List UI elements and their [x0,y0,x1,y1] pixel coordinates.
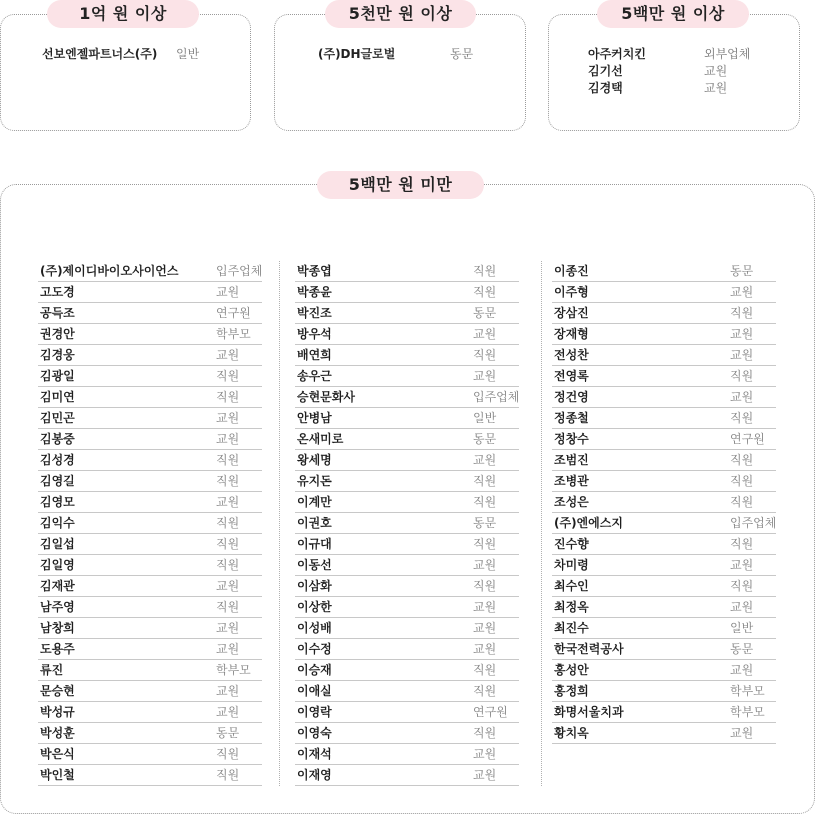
donor-type: 직원 [473,726,497,740]
donor-name: 박종윤 [297,285,332,299]
donor-row [38,408,262,429]
donor-type: 직원 [730,537,754,551]
donor-name: 김익수 [40,516,75,530]
donor-row [38,744,262,765]
donor-name: 김성경 [40,453,75,467]
donor-row [318,46,498,63]
donor-type: 직원 [473,264,497,278]
donor-name: (주)엔에스지 [554,516,623,530]
donor-name: 이계만 [297,495,332,509]
donor-name: 조병관 [554,474,589,488]
donor-name: 박은식 [40,747,75,761]
donor-name: 김경택 [588,81,623,95]
donor-name: 권경안 [40,327,75,341]
donor-row [38,660,262,681]
donor-row [295,408,519,429]
donor-row [295,345,519,366]
donor-row [38,765,262,786]
donor-type: 동문 [473,306,497,320]
donor-type: 교원 [704,81,728,95]
donor-row [295,639,519,660]
donor-type: 교원 [473,642,497,656]
donor-row [295,597,519,618]
donor-name: 박종엽 [297,264,332,278]
donor-name: 황치옥 [554,726,589,740]
donor-type: 동문 [473,432,497,446]
donor-name: 남주영 [40,600,75,614]
donor-type: 직원 [216,453,240,467]
donor-name: 이삼화 [297,579,332,593]
donor-column-1 [38,261,262,786]
donor-type: 동문 [730,642,754,656]
donor-type: 교원 [216,684,240,698]
donor-type: 직원 [730,474,754,488]
donor-name: 이재석 [297,747,332,761]
donor-name: 이동선 [297,558,332,572]
donor-row [552,492,776,513]
donor-type: 교원 [730,600,754,614]
donor-type: 교원 [730,663,754,677]
donor-row [552,513,776,534]
donor-type: 직원 [216,474,240,488]
donor-type: 교원 [730,327,754,341]
donor-row [588,46,768,63]
donor-name: 홍성안 [554,663,589,677]
donor-row [295,429,519,450]
donor-column-3 [552,261,776,744]
donor-name: 정종철 [554,411,589,425]
donor-type: 동문 [473,516,497,530]
donor-row [295,555,519,576]
column-divider-1 [279,261,280,786]
donor-row [552,723,776,744]
donor-name: (주)제이디바이오사이언스 [40,264,179,278]
donor-name: 진수향 [554,537,589,551]
donor-type: 교원 [216,411,240,425]
donor-name: 전영록 [554,369,589,383]
donor-type: 교원 [216,579,240,593]
donor-row [552,282,776,303]
donor-row [295,303,519,324]
donor-row [552,681,776,702]
donor-name: 이권호 [297,516,332,530]
donor-name: 조범진 [554,453,589,467]
donor-type: 교원 [216,348,240,362]
donor-row [552,303,776,324]
donor-row [38,555,262,576]
donor-type: 직원 [730,306,754,320]
donor-row [552,534,776,555]
donor-type: 학부모 [730,684,765,698]
donor-row [552,597,776,618]
donor-type: 직원 [730,369,754,383]
donor-name: 조성은 [554,495,589,509]
donor-row [295,744,519,765]
donor-name: 송우근 [297,369,332,383]
donor-row [552,660,776,681]
donor-row [552,261,776,282]
donor-type: 입주업체 [473,390,520,404]
donor-row [295,534,519,555]
donor-row [38,387,262,408]
donor-row [552,639,776,660]
donor-row [38,261,262,282]
donor-name: 이재영 [297,768,332,782]
donor-row [588,63,768,80]
donor-row [38,450,262,471]
tier-1-title: 1억 원 이상 [47,0,199,28]
donor-type: 직원 [473,474,497,488]
donor-name: 김재관 [40,579,75,593]
donor-name: 최정옥 [554,600,589,614]
donor-type: 직원 [730,495,754,509]
donor-type: 직원 [216,369,240,383]
donor-row [295,450,519,471]
donor-type: 직원 [473,663,497,677]
donor-row [552,408,776,429]
donor-type: 학부모 [216,327,251,341]
donor-name: 이성배 [297,621,332,635]
donor-type: 직원 [730,411,754,425]
donor-type: 직원 [216,768,240,782]
donor-name: 남창희 [40,621,75,635]
donor-row [552,618,776,639]
donor-row [295,723,519,744]
donor-row [295,366,519,387]
donor-name: 최진수 [554,621,589,635]
donor-type: 동문 [216,726,240,740]
donor-row [295,324,519,345]
donor-type: 동문 [450,47,474,61]
donor-row [38,282,262,303]
donor-row [295,282,519,303]
tier-1-box [0,14,251,131]
tier-1-list [42,46,222,63]
donor-type: 교원 [473,600,497,614]
donor-type: 일반 [473,411,497,425]
donor-row [38,597,262,618]
donor-name: 이상한 [297,600,332,614]
donor-type: 직원 [216,600,240,614]
under-title: 5백만 원 미만 [317,171,484,199]
donor-type: 학부모 [730,705,765,719]
tier-3-title: 5백만 원 이상 [597,0,749,28]
donor-name: 장삼진 [554,306,589,320]
donor-name: 김영모 [40,495,75,509]
donor-type: 직원 [730,453,754,467]
donor-row [552,324,776,345]
donor-type: 교원 [730,348,754,362]
donor-type: 교원 [216,432,240,446]
donor-name: (주)DH글로벌 [318,47,396,61]
tier-2-list [318,46,498,63]
donor-name: 유지돈 [297,474,332,488]
donor-name: 이영숙 [297,726,332,740]
donor-row [295,492,519,513]
donor-type: 직원 [216,558,240,572]
donor-type: 직원 [730,579,754,593]
donor-type: 직원 [216,537,240,551]
donor-name: 류진 [40,663,64,677]
donor-type: 직원 [473,684,497,698]
donor-type: 교원 [473,558,497,572]
donor-name: 승현문화사 [297,390,355,404]
donor-name: 공득조 [40,306,75,320]
donor-name: 안병남 [297,411,332,425]
donor-name: 왕세명 [297,453,332,467]
donor-row [38,576,262,597]
donor-name: 문승현 [40,684,75,698]
donor-row [295,681,519,702]
donor-name: 홍정희 [554,684,589,698]
donor-type: 연구원 [216,306,251,320]
donor-row [38,366,262,387]
donor-row [38,639,262,660]
donor-row [38,303,262,324]
donor-row [38,681,262,702]
donor-row [295,471,519,492]
donor-name: 차미령 [554,558,589,572]
donor-type: 직원 [473,348,497,362]
donor-row [38,324,262,345]
donor-type: 연구원 [730,432,765,446]
donor-row [38,618,262,639]
donor-type: 입주업체 [216,264,263,278]
donor-name: 김경웅 [40,348,75,362]
donor-row [552,471,776,492]
donor-type: 직원 [473,285,497,299]
donor-row [552,366,776,387]
donor-name: 정건영 [554,390,589,404]
donor-name: 이승재 [297,663,332,677]
donor-type: 직원 [473,579,497,593]
donor-name: 이종진 [554,264,589,278]
donor-type: 교원 [216,621,240,635]
donor-name: 박성규 [40,705,75,719]
donor-column-2 [295,261,519,786]
donor-type: 직원 [216,516,240,530]
donor-name: 아주커치킨 [588,47,646,61]
donor-row [552,555,776,576]
tier-2-box [274,14,526,131]
donor-name: 이애실 [297,684,332,698]
donor-name: 김민곤 [40,411,75,425]
donor-row [295,513,519,534]
donor-row [552,702,776,723]
donor-type: 학부모 [216,663,251,677]
donor-type: 교원 [473,327,497,341]
donor-row [38,702,262,723]
donor-name: 장재형 [554,327,589,341]
donor-name: 이주형 [554,285,589,299]
donor-name: 박성훈 [40,726,75,740]
donor-type: 동문 [730,264,754,278]
donor-name: 김기선 [588,64,623,78]
donor-name: 이규대 [297,537,332,551]
donor-name: 김일영 [40,558,75,572]
donor-row [552,387,776,408]
donor-name: 이영락 [297,705,332,719]
tier-2-title: 5천만 원 이상 [325,0,476,28]
donor-type: 교원 [473,768,497,782]
donor-type: 교원 [216,495,240,509]
donor-row [295,660,519,681]
donor-row [295,618,519,639]
donor-type: 교원 [473,621,497,635]
donor-type: 교원 [730,726,754,740]
donor-row [38,534,262,555]
donor-type: 직원 [216,390,240,404]
donor-type: 직원 [473,537,497,551]
donor-name: 김광일 [40,369,75,383]
donor-name: 배연희 [297,348,332,362]
donor-name: 김미연 [40,390,75,404]
donor-type: 교원 [704,64,728,78]
donor-row [38,429,262,450]
donor-type: 교원 [730,558,754,572]
donor-name: 김봉중 [40,432,75,446]
donor-type: 교원 [473,369,497,383]
donor-name: 한국전력공사 [554,642,624,656]
donor-row [38,723,262,744]
donor-type: 연구원 [473,705,508,719]
donor-type: 교원 [216,705,240,719]
donor-name: 도용주 [40,642,75,656]
donor-type: 교원 [473,747,497,761]
donor-row [295,387,519,408]
donor-type: 일반 [730,621,754,635]
donor-type: 교원 [473,453,497,467]
donor-type: 직원 [216,747,240,761]
donor-row [38,345,262,366]
donor-row [38,513,262,534]
donor-row [552,345,776,366]
donor-row [295,765,519,786]
donor-name: 김영길 [40,474,75,488]
donor-row [295,702,519,723]
donor-row [295,576,519,597]
donor-row [552,450,776,471]
donor-type: 교원 [730,285,754,299]
donor-type: 교원 [216,642,240,656]
donor-type: 입주업체 [730,516,777,530]
donor-name: 전성찬 [554,348,589,362]
donor-name: 최수인 [554,579,589,593]
donor-name: 화명서울치과 [554,705,624,719]
donor-row [552,576,776,597]
tier-3-list [588,46,768,97]
donor-row [588,80,768,97]
donor-row [38,471,262,492]
donor-row [38,492,262,513]
donor-name: 박진조 [297,306,332,320]
donor-name: 박인철 [40,768,75,782]
donor-type: 외부업체 [704,47,751,61]
donor-type: 교원 [730,390,754,404]
donor-name: 온새미로 [297,432,344,446]
donor-row [295,261,519,282]
donor-type: 일반 [176,47,200,61]
donor-name: 선보엔젤파트너스(주) [42,47,158,61]
donor-row [42,46,222,63]
donor-name: 정창수 [554,432,589,446]
donor-row [552,429,776,450]
donor-type: 교원 [216,285,240,299]
donor-type: 직원 [473,495,497,509]
donor-name: 고도경 [40,285,75,299]
donor-name: 이수정 [297,642,332,656]
column-divider-2 [541,261,542,786]
donor-name: 방우석 [297,327,332,341]
donor-name: 김일섭 [40,537,75,551]
